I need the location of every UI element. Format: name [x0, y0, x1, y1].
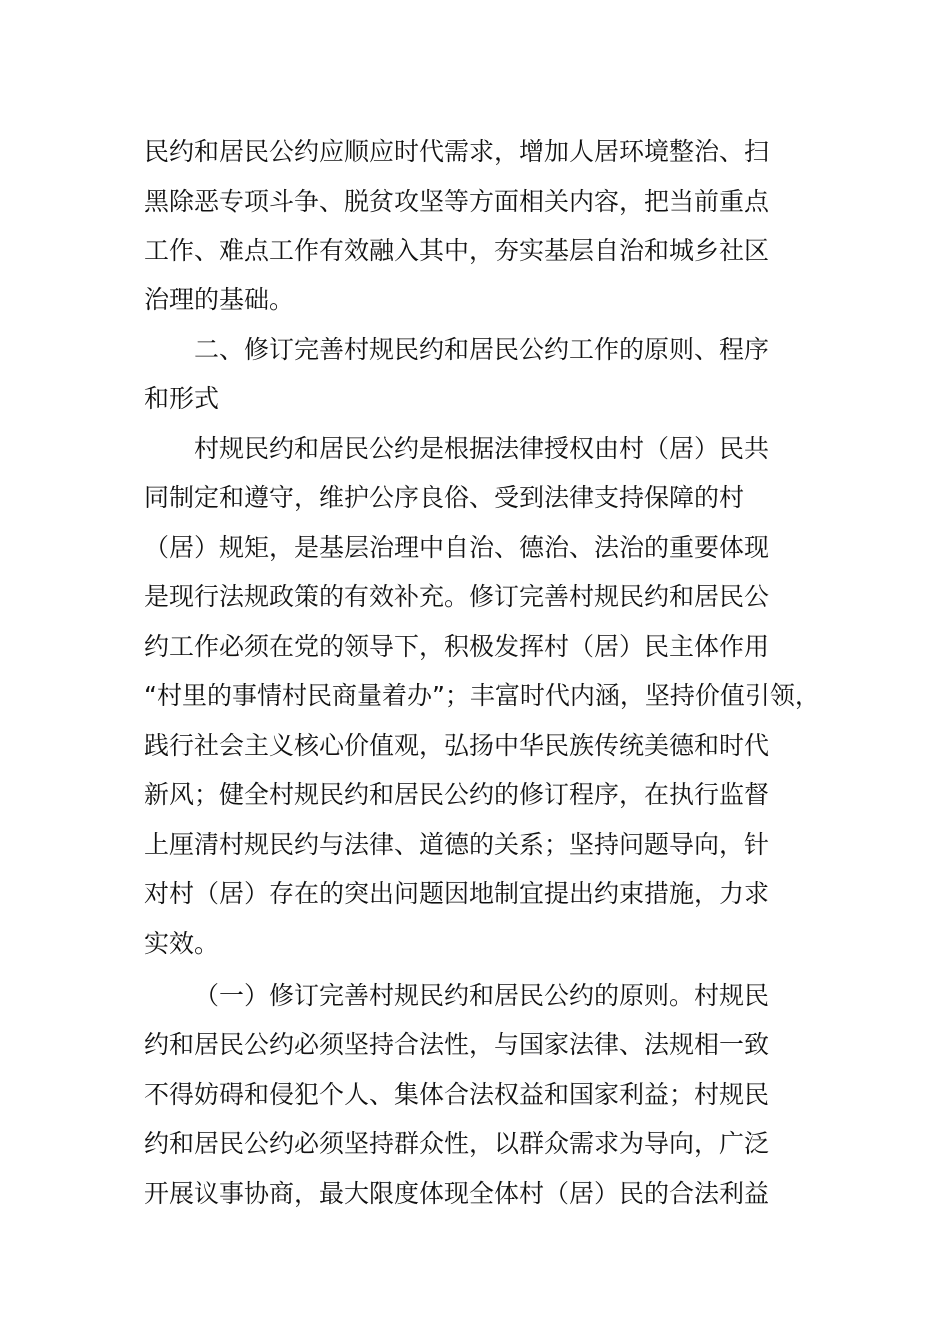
text-line: 约和居民公约必须坚持群众性，以群众需求为导向，广泛: [144, 1129, 770, 1158]
text-line: 工作、难点工作有效融入其中，夯实基层自治和城乡社区: [144, 236, 770, 265]
text-line: 践行社会主义核心价值观，弘扬中华民族传统美德和时代: [144, 731, 770, 760]
text-line: “村里的事情村民商量着办”；丰富时代内涵，坚持价值引领，: [144, 681, 820, 710]
text-line: 新风；健全村规民约和居民公约的修订程序，在执行监督: [144, 780, 770, 809]
text-line: 约和居民公约必须坚持合法性，与国家法律、法规相一致: [144, 1030, 770, 1059]
text-line: 不得妨碍和侵犯个人、集体合法权益和国家利益；村规民: [144, 1080, 770, 1109]
text-line: 同制定和遵守，维护公序良俗、受到法律支持保障的村: [144, 483, 745, 512]
text-line: 上厘清村规民约与法律、道德的关系；坚持问题导向，针: [144, 830, 770, 859]
text-line: 是现行法规政策的有效补充。修订完善村规民约和居民公: [144, 582, 770, 611]
paragraph-start: 村规民约和居民公约是根据法律授权由村（居）民共: [194, 434, 770, 463]
section-heading: 二、修订完善村规民约和居民公约工作的原则、程序: [194, 335, 770, 364]
text-line: 民约和居民公约应顺应时代需求，增加人居环境整治、扫: [144, 137, 770, 166]
section-heading-cont: 和形式: [144, 384, 220, 413]
text-line: 对村（居）存在的突出问题因地制宜提出约束措施，力求: [144, 879, 770, 908]
text-line: 约工作必须在党的领导下，积极发挥村（居）民主体作用: [144, 632, 770, 661]
text-line: （居）规矩，是基层治理中自治、德治、法治的重要体现: [144, 533, 770, 562]
subsection-start: （一）修订完善村规民约和居民公约的原则。村规民: [194, 981, 770, 1010]
text-line: 黑除恶专项斗争、脱贫攻坚等方面相关内容，把当前重点: [144, 187, 770, 216]
text-line: 实效。: [144, 929, 220, 958]
text-line: 治理的基础。: [144, 285, 295, 314]
text-line: 开展议事协商，最大限度体现全体村（居）民的合法利益: [144, 1179, 770, 1208]
